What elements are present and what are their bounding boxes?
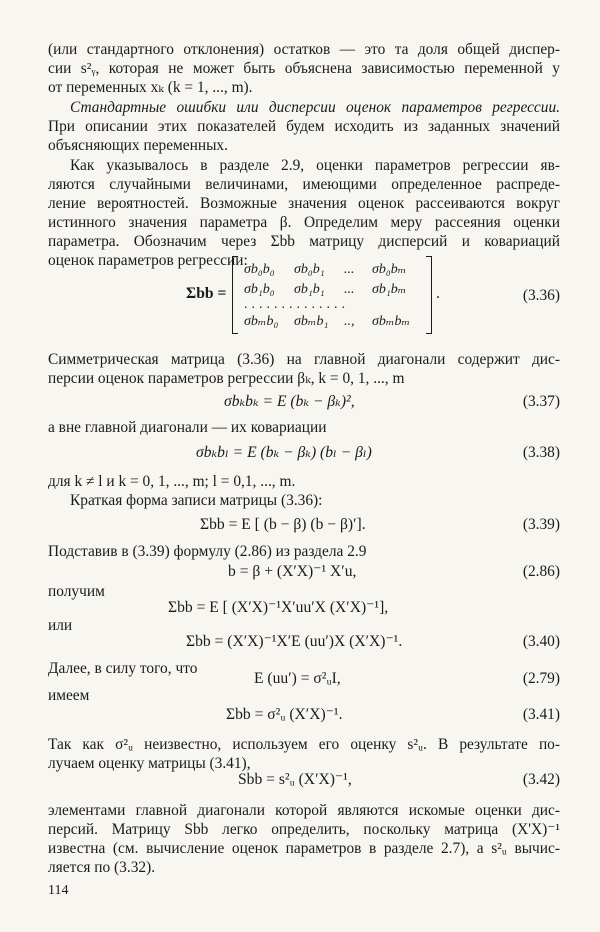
equation: Σbb = E [ (X′X)⁻¹X′uu′X (X′X)⁻¹], [168,599,389,616]
matrix-dots: .............. [244,297,349,312]
equation: σbₖbₖ = E (bₖ − βₖ)², [224,393,355,410]
matrix-cell: σb₀b₀ [244,262,275,277]
matrix-lhs: Σbb = [186,285,227,302]
text-line: сии s²ᵧ, которая не может быть объяснена зависимостью переменной y [48,60,560,77]
equation-number: (3.40) [522,633,560,650]
matrix-cell: σbₘb₀ [244,314,279,329]
matrix-cell: .., [344,314,355,329]
equation-number: (3.41) [522,706,560,723]
equation: E (uu′) = σ²ᵤI, [254,670,341,687]
text-line: известна (см. вычисление оценок параметров в разделе 2.7), а s²ᵤ вычис- [48,840,560,857]
equation: b = β + (X′X)⁻¹ X′u, [228,563,357,580]
text-line: Далее, в силу того, что [48,660,198,677]
text-line: лучаем оценку матрицы (3.41), [48,755,251,772]
covariance-matrix [232,256,432,334]
text-line: для k ≠ l и k = 0, 1, ..., m; l = 0,1, ..., m. [48,473,296,490]
text-line: объясняющих переменных. [48,137,228,154]
text-line: Так как σ²ᵤ неизвестно, используем его оценку s²ᵤ. В результате по- [48,736,560,753]
equation-number: (3.36) [522,287,560,304]
matrix-row [244,260,422,279]
matrix-row [244,312,422,331]
text-line: или [48,617,73,634]
equation: σbₖbₗ = E (bₖ − βₖ) (bₗ − βₗ) [196,444,372,461]
matrix-cell: σbₘb₁ [294,314,329,329]
page-number: 114 [48,883,69,898]
left-bracket [232,256,238,334]
matrix-cell: ... [344,282,355,297]
equation: Σbb = σ²ᵤ (X′X)⁻¹. [226,706,343,723]
text-line: элементами главной диагонали которой являются искомые оценки дис- [48,802,560,819]
equation-number: (2.79) [522,670,560,687]
equation-number: (2.86) [522,563,560,580]
matrix-cell: σb₀bₘ [372,262,407,277]
text-line: персий. Матрицу Sbb легко определить, поскольку матрица (X'X)⁻¹ [48,821,560,838]
matrix-period: . [436,285,440,302]
equation-number: (3.42) [522,771,560,788]
text-line: Как указывалось в разделе 2.9, оценки параметров регрессии яв- [70,157,560,174]
text-line: параметра. Обозначим через Σbb матрицу дисперсий и ковариаций [48,233,560,250]
equation: Σbb = E [ (b − β) (b − β)′]. [200,516,366,533]
text-line: ляется по (3.32). [48,859,156,876]
section-heading: Стандартные ошибки или дисперсии оценок параметров регрессии. [70,99,560,116]
text-line: ление вероятностей. Возможные значения оценок рассеиваются вокруг [48,195,560,212]
equation: Σbb = (X′X)⁻¹X′E (uu′)X (X′X)⁻¹. [186,633,403,650]
matrix-cell: σbₘbₘ [372,314,411,329]
text-line: истинного значения параметра β. Определим меру рассеяния оценки [48,214,560,231]
equation: Sbb = s²ᵤ (X′X)⁻¹, [238,771,352,788]
text-line: получим [48,583,105,600]
text-line: При описании этих показателей будем исходить из заданных значений [48,118,560,135]
matrix-cell: σb₀b₁ [294,262,325,277]
equation-number: (3.38) [522,444,560,461]
text-line: Подставив в (3.39) формулу (2.86) из раздела 2.9 [48,543,367,560]
text-line: Краткая форма записи матрицы (3.36): [70,492,323,509]
matrix-cell: σb₁b₀ [244,282,275,297]
matrix-cell: σb₁b₁ [294,282,325,297]
text-line: имеем [48,687,90,704]
text-line: персии оценок параметров регрессии βₖ, k = 0, 1, ..., m [48,370,405,387]
text-line: а вне главной диагонали — их ковариации [48,419,327,436]
text-line: Симметрическая матрица (3.36) на главной диагонали содержит дис- [48,351,560,368]
right-bracket [426,256,432,334]
equation-number: (3.39) [522,516,560,533]
text-line: оценок параметров регрессии: [48,252,248,269]
text-line: ляются случайными величинами, имеющими определенное распреде- [48,176,560,193]
matrix-cell: σb₁bₘ [372,282,407,297]
text-line: от переменных xₖ (k = 1, ..., m). [48,79,253,96]
matrix-cell: ... [344,262,355,277]
equation-number: (3.37) [522,393,560,410]
text-line: (или стандартного отклонения) остатков — это та доля общей диспер- [48,41,560,58]
